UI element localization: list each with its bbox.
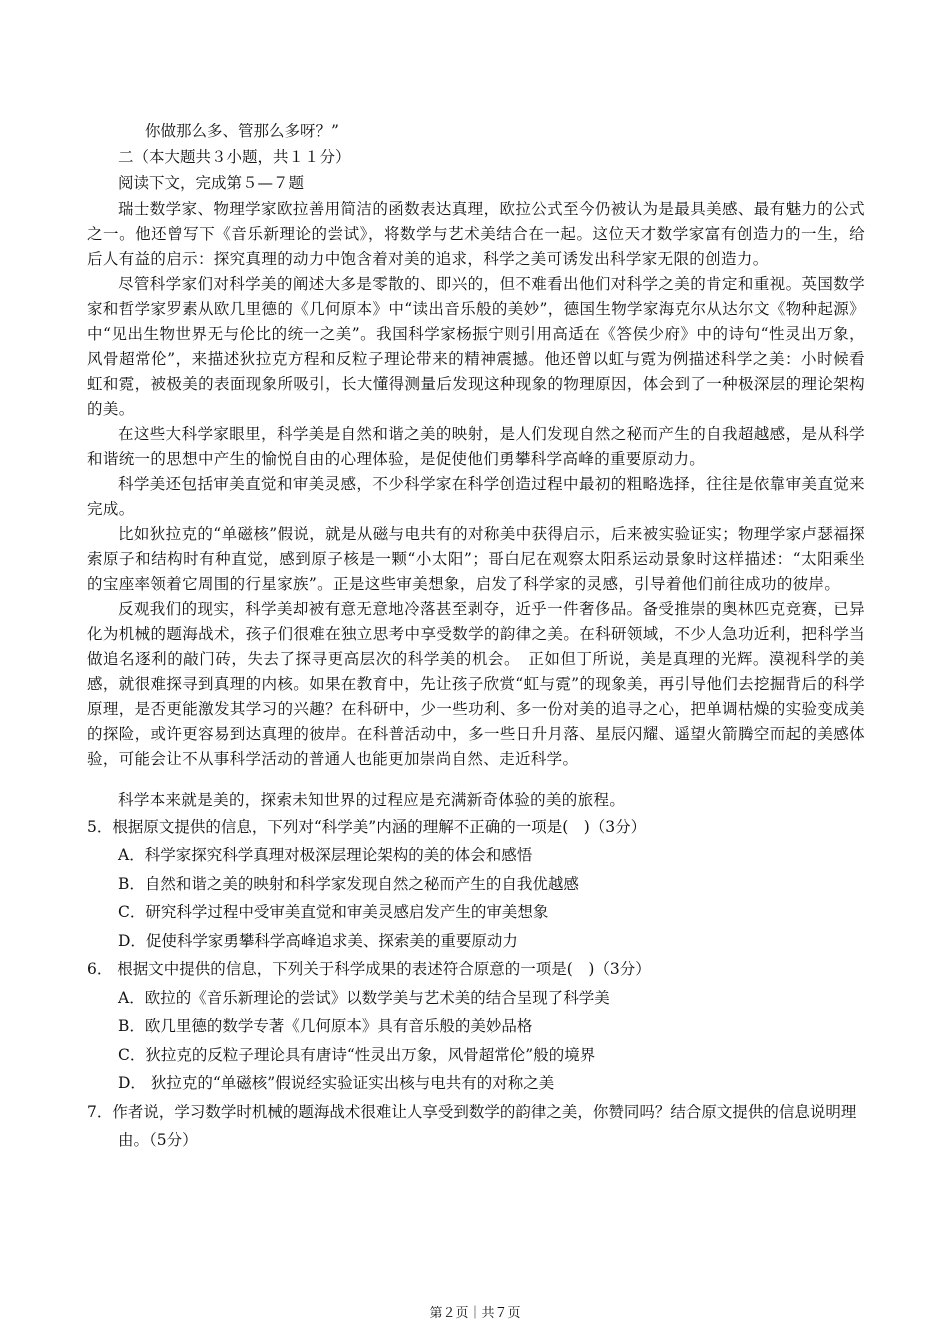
passage-paragraph: 科学美还包括审美直觉和审美灵感，不少科学家在科学创造过程中最初的粗略选择，往往是依靠审美直觉来完成。 — [87, 474, 865, 518]
option-d: D． 狄拉克的“单磁核”假说经实验证实出核与电共有的对称之美 — [118, 1074, 555, 1093]
option-d: D．促使科学家勇攀科学高峰追求美、探索美的重要原动力 — [118, 931, 518, 950]
option-c: C．狄拉克的反粒子理论具有唐诗“性灵出万象，风骨超常伦”般的境界 — [118, 1045, 596, 1064]
question-7 — [87, 1098, 865, 1155]
passage-paragraph: 反观我们的现实，科学美却被有意无意地冷落甚至剥夺，近乎一件奢侈品。备受推崇的奥林匹克竞赛，已异化为机械的题海战术，孩子们很难在独立思考中享受数学的韵律之美。在科研领域，不少人急功近利，把科学当做追名逐利的敲门砖，失去了探寻更高层次的科学美的机会。 正如但丁所说，美是真理的光辉。漠视科学的美感，就很难探寻到真理的内核。如果在教育中，先让孩子欣赏“虹与霓”的现象美，再引导他们去挖掘背后的科学原理，是否更能激发其学习的兴趣？在科研中，少一些功利、多一份对美的追寻之心，把单调枯燥的实验变成美的探险，或许更容易到达真理的彼岸。在科普活动中，多一些日升月落、星辰闪耀、遥望火箭腾空而起的美感体验，可能会让不从事科学活动的普通人也能更加崇尚自然、走近科学。 — [87, 599, 865, 768]
option-c: C．研究科学过程中受审美直觉和审美灵感启发产生的审美想象 — [118, 903, 549, 922]
passage-paragraph: 比如狄拉克的“单磁核”假说，就是从磁与电共有的对称美中获得启示，后来被实验证实；物理学家卢瑟福探索原子和结构时有种直觉，感到原子核是一颗“小太阳”；哥白尼在观察太阳系运动景象时这样描述：“太阳乘坐的宝座率领着它周围的行星家族”。正是这些审美想象，启发了科学家的灵感，引导着他们前往成功的彼岸。 — [87, 524, 865, 593]
reading-instruction: 阅读下文，完成第５—７题 — [118, 174, 305, 193]
page-footer: 第２页｜共７页 — [429, 1306, 521, 1321]
option-b: B．自然和谐之美的映射和科学家发现自然之秘而产生的自我优越感 — [118, 874, 579, 893]
continued-quote-line: 你做那么多、管那么多呀？” — [145, 122, 339, 140]
section-heading: 二（本大题共３小题，共１１分） — [118, 148, 351, 167]
page-content — [87, 118, 865, 1155]
option-a: A．欧拉的《音乐新理论的尝试》以数学美与艺术美的结合呈现了科学美 — [118, 988, 610, 1007]
passage-paragraph: 在这些大科学家眼里，科学美是自然和谐之美的映射，是人们发现自然之秘而产生的自我超越感，是从科学和谐统一的思想中产生的愉悦自由的心理体验，是促使他们勇攀科学高峰的重要原动力。 — [87, 424, 865, 468]
reading-passage — [87, 197, 865, 772]
question-stem: 7．作者说，学习数学时机械的题海战术很难让人享受到数学的韵律之美，你赞同吗？结合原文提供的信息说明理由。（5分） — [87, 1102, 857, 1150]
question-stem: 5．根据原文提供的信息，下列对“科学美”内涵的理解不正确的一项是( )（3分） — [87, 817, 647, 836]
question-6 — [87, 955, 865, 1098]
passage-paragraph: 尽管科学家们对科学美的阐述大多是零散的、即兴的，但不难看出他们对科学之美的肯定和重视。英国数学家和哲学家罗素从欧几里德的《几何原本》中“读出音乐般的美妙”，德国生物学家海克尔从达尔文《物种起源》中“见出生物世界无与伦比的统一之美”。我国科学家杨振宁则引用高适在《答侯少府》中的诗句“性灵出万象，风骨超常伦”，来描述狄拉克方程和反粒子理论带来的精神震撼。他还曾以虹与霓为例描述科学之美：小时候看虹和霓，被极美的表面现象所吸引，长大懂得测量后发现这种现象的物理原因，体会到了一种极深层的理论架构的美。 — [87, 274, 865, 418]
passage-paragraph: 瑞士数学家、物理学家欧拉善用简洁的函数表达真理，欧拉公式至今仍被认为是最具美感、最有魅力的公式之一。他还曾写下《音乐新理论的尝试》，将数学与艺术美结合在一起。这位天才数学家富有创造力的一生，给后人有益的启示：探究真理的动力中饱含着对美的追求，科学之美可诱发出科学家无限的创造力。 — [87, 199, 865, 268]
question-5 — [87, 813, 865, 956]
question-stem: 6． 根据文中提供的信息，下列关于科学成果的表述符合原意的一项是( )（3分） — [87, 960, 651, 979]
option-b: B．欧几里德的数学专著《几何原本》具有音乐般的美妙品格 — [118, 1017, 533, 1036]
option-a: A．科学家探究科学真理对极深层理论架构的美的体会和感悟 — [118, 846, 533, 865]
passage-closing: 科学本来就是美的，探索未知世界的过程应是充满新奇体验的美的旅程。 — [118, 790, 626, 809]
